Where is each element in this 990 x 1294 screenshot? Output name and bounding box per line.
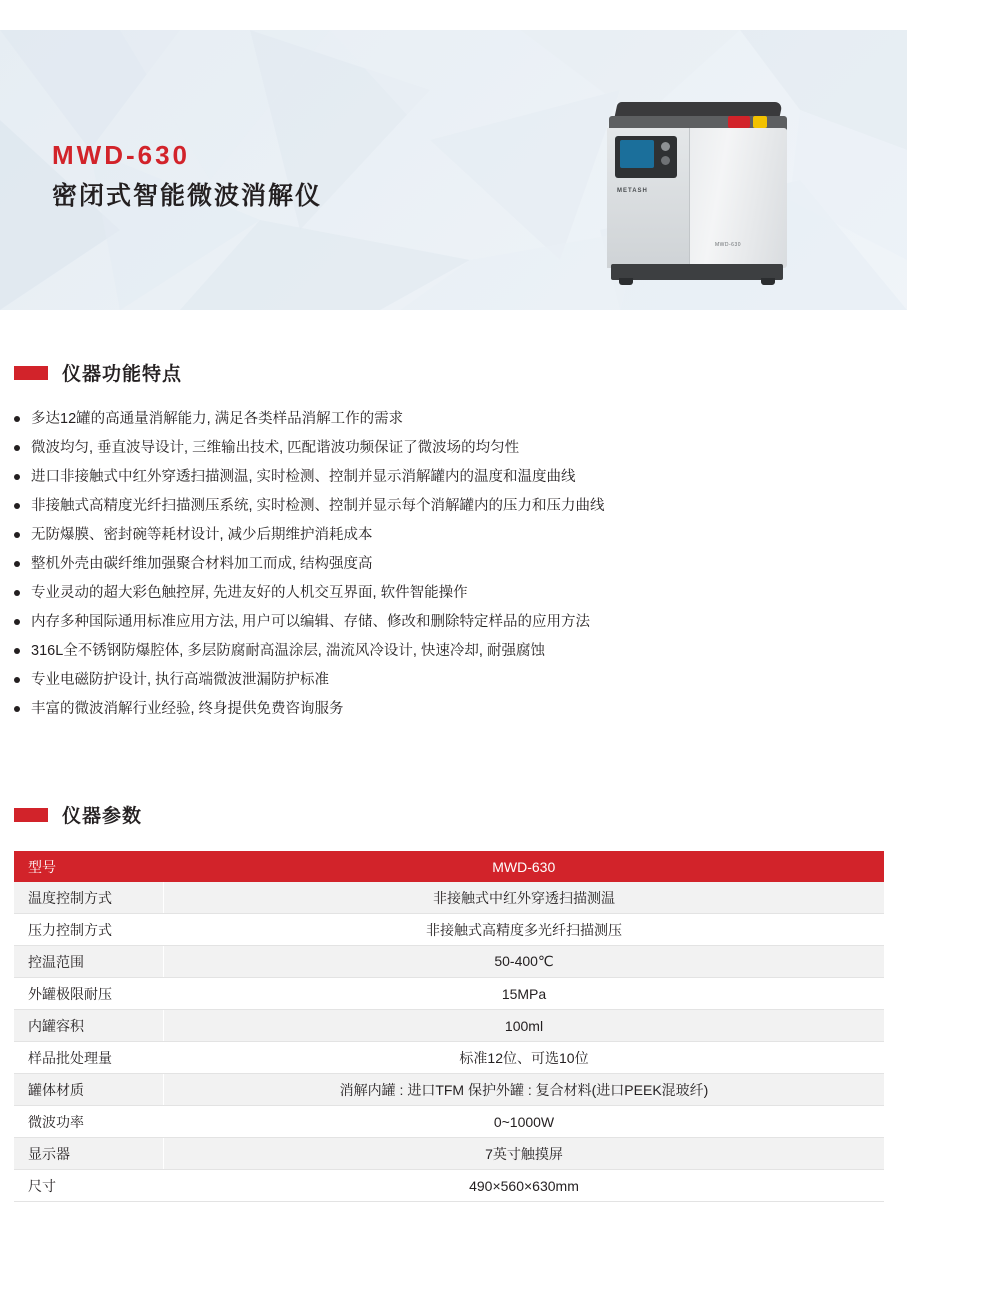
table-header-label: 型号	[14, 851, 164, 882]
hero-title-group	[52, 142, 322, 209]
table-row	[14, 1042, 884, 1074]
product-photo	[597, 92, 812, 292]
spec-label: 样品批处理量	[14, 1042, 164, 1074]
spec-label: 罐体材质	[14, 1074, 164, 1106]
features-section-title: 仪器功能特点	[62, 364, 183, 385]
red-bar-icon	[14, 808, 48, 822]
table-header-row	[14, 851, 884, 882]
table-row	[14, 1106, 884, 1138]
spec-value: 0~1000W	[164, 1106, 885, 1138]
features-section-heading	[14, 359, 182, 386]
machine-brand-logo: METASH	[617, 188, 648, 194]
table-header	[14, 851, 884, 882]
spec-label: 尺寸	[14, 1170, 164, 1202]
product-model: MWD-630	[52, 140, 191, 170]
bullet-icon	[14, 561, 20, 567]
spec-label: 控温范围	[14, 946, 164, 978]
features-list	[14, 405, 944, 724]
hero-banner	[0, 30, 907, 310]
table-row	[14, 1170, 884, 1202]
table-row	[14, 946, 884, 978]
feature-item-label: 专业灵动的超大彩色触控屏, 先进友好的人机交互界面, 软件智能操作	[31, 585, 468, 601]
feature-item	[14, 695, 944, 724]
feature-item	[14, 434, 944, 463]
bullet-icon	[14, 474, 20, 480]
params-section-heading	[14, 801, 142, 828]
spec-label: 微波功率	[14, 1106, 164, 1138]
product-name: 密闭式智能微波消解仪	[52, 182, 323, 210]
spec-label: 内罐容积	[14, 1010, 164, 1042]
feature-item	[14, 405, 944, 434]
table-header-value: MWD-630	[164, 851, 885, 882]
machine-foot-right	[761, 278, 775, 285]
table-body	[14, 882, 884, 1202]
bullet-icon	[14, 648, 20, 654]
feature-item	[14, 463, 944, 492]
spec-value: 非接触式中红外穿透扫描测温	[164, 882, 885, 914]
machine-model-label: MWD-630	[715, 242, 742, 248]
spec-value: 15MPa	[164, 978, 885, 1010]
bullet-icon	[14, 416, 20, 422]
feature-item-label: 内存多种国际通用标准应用方法, 用户可以编辑、存储、修改和删除特定样品的应用方法	[31, 614, 591, 630]
feature-item-label: 进口非接触式中红外穿透扫描测温, 实时检测、控制并显示消解罐内的温度和温度曲线	[31, 469, 576, 485]
machine-red-accent	[728, 116, 750, 128]
specifications-table	[14, 851, 884, 1202]
feature-item-label: 多达12罐的高通量消解能力, 满足各类样品消解工作的需求	[31, 411, 404, 427]
red-bar-icon	[14, 366, 48, 380]
bullet-icon	[14, 677, 20, 683]
feature-item-label: 非接触式高精度光纤扫描测压系统, 实时检测、控制并显示每个消解罐内的压力和压力曲线	[31, 498, 605, 514]
machine-knob-bottom	[661, 156, 670, 165]
feature-item-label: 316L全不锈钢防爆腔体, 多层防腐耐高温涂层, 湍流风冷设计, 快速冷却, 耐强腐蚀	[31, 643, 545, 659]
table-row	[14, 882, 884, 914]
feature-item-label: 专业电磁防护设计, 执行高端微波泄漏防护标准	[31, 672, 330, 688]
table-row	[14, 978, 884, 1010]
spec-value: 50-400℃	[164, 946, 885, 978]
feature-item	[14, 550, 944, 579]
spec-label: 压力控制方式	[14, 914, 164, 946]
bullet-icon	[14, 445, 20, 451]
table-row	[14, 1010, 884, 1042]
spec-label: 显示器	[14, 1138, 164, 1170]
bullet-icon	[14, 706, 20, 712]
machine-foot-left	[619, 278, 633, 285]
feature-item	[14, 608, 944, 637]
machine-yellow-accent	[753, 116, 767, 128]
feature-item	[14, 521, 944, 550]
spec-value: 100ml	[164, 1010, 885, 1042]
table-row	[14, 1074, 884, 1106]
table-row	[14, 1138, 884, 1170]
spec-value: 消解内罐 : 进口TFM 保护外罐 : 复合材料(进口PEEK混玻纤)	[164, 1074, 885, 1106]
bullet-icon	[14, 532, 20, 538]
machine-knob-top	[661, 142, 670, 151]
spec-value: 490×560×630mm	[164, 1170, 885, 1202]
feature-item	[14, 666, 944, 695]
feature-item	[14, 579, 944, 608]
spec-value: 7英寸触摸屏	[164, 1138, 885, 1170]
bullet-icon	[14, 503, 20, 509]
feature-item-label: 无防爆膜、密封碗等耗材设计, 减少后期维护消耗成本	[31, 527, 373, 543]
feature-item-label: 整机外壳由碳纤维加强聚合材料加工而成, 结构强度高	[31, 556, 373, 572]
table-row	[14, 914, 884, 946]
spec-value: 标准12位、可选10位	[164, 1042, 885, 1074]
spec-label: 外罐极限耐压	[14, 978, 164, 1010]
params-section-title: 仪器参数	[62, 806, 143, 827]
feature-item	[14, 492, 944, 521]
bullet-icon	[14, 619, 20, 625]
feature-item-label: 丰富的微波消解行业经验, 终身提供免费咨询服务	[31, 701, 344, 717]
machine-base	[611, 264, 783, 280]
feature-item	[14, 637, 944, 666]
feature-item-label: 微波均匀, 垂直波导设计, 三维输出技术, 匹配谐波功频保证了微波场的均匀性	[31, 440, 520, 456]
spec-value: 非接触式高精度多光纤扫描测压	[164, 914, 885, 946]
machine-touchscreen	[620, 140, 654, 168]
spec-label: 温度控制方式	[14, 882, 164, 914]
bullet-icon	[14, 590, 20, 596]
